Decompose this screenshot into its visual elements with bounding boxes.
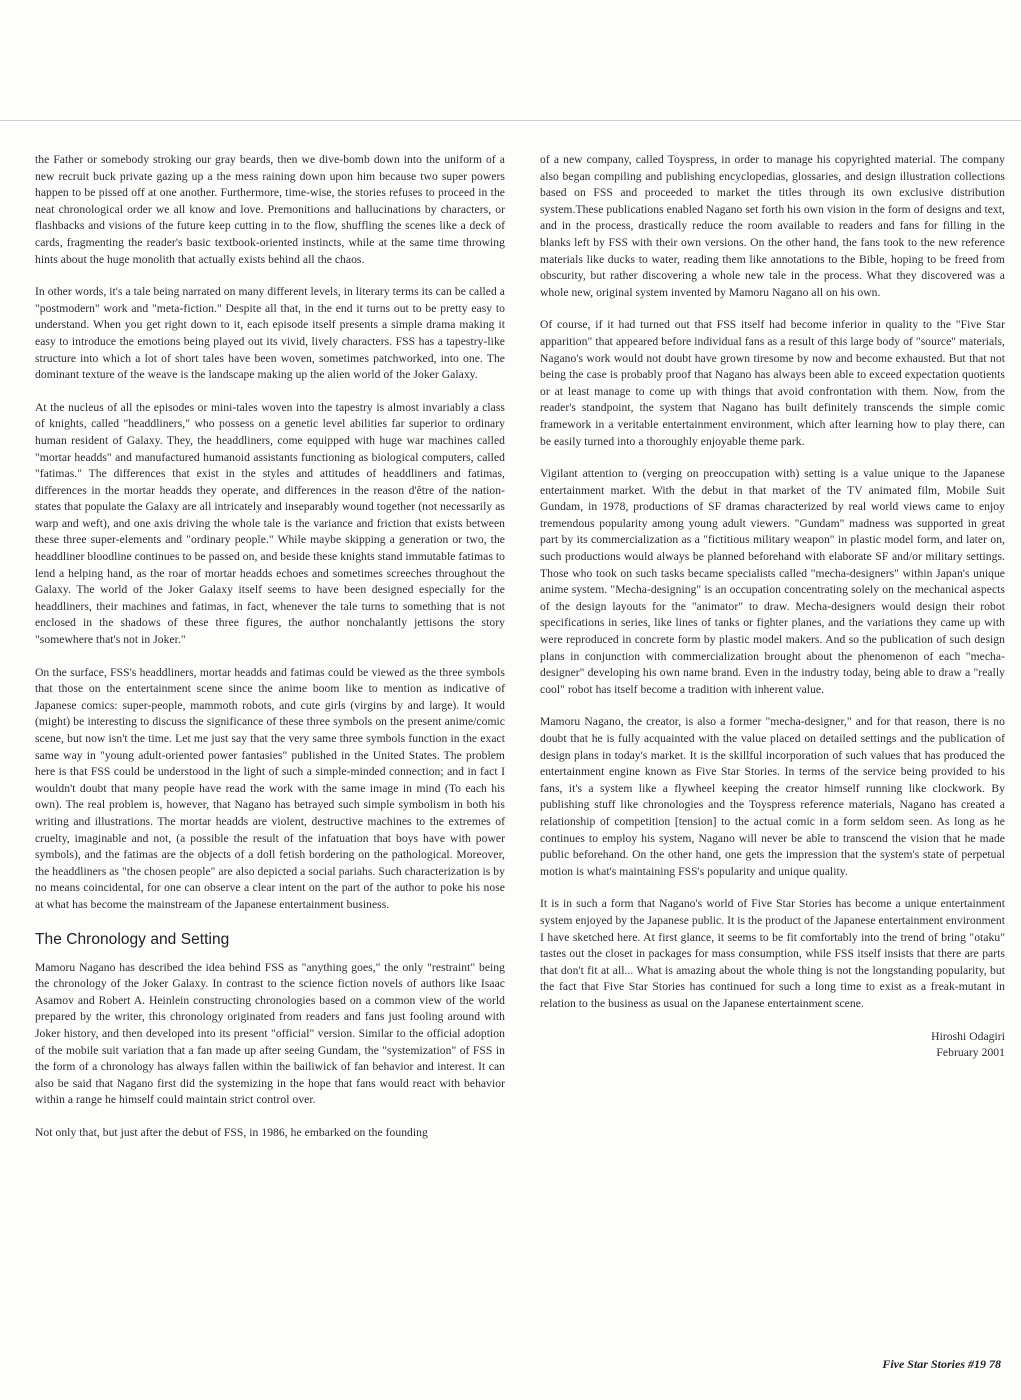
- paragraph: Vigilant attention to (verging on preoccupation with) setting is a value unique to the Japanese entertainment market. With the debut in that market of the TV animated film, Mobile Suit Gundam, in 1978, productions of SF dramas characterized by real world views came to enjoy tremendous popularity among young adult viewers. "Gundam" madness was supported in great part by its commercialization as a "fictitious military weapon" in plastic model form, and later on, such productions would always be planned beforehand with elaborate SF and/or military settings. Those who took on such tasks became specialists called "mecha-designers" within Japan's unique anime system. "Mecha-designing" is an occupation concentrating solely on the mechanical aspects of the design layouts for the "animator" to draw. Mecha-designers would design their robot specifications in series, like lines of tanks or fighter planes, and the variations they came up with were reproduced in concrete form by plastic model makers. And so the publication of such design plans in conjunction with commercialization brought about the phenomenon of each "mecha-designer" developing his own name brand. Even in the industry today, being able to draw a "really cool" robot has itself become a tradition with inherent value.: [540, 467, 1005, 696]
- signature-block: [540, 1029, 1005, 1062]
- page-footer: Five Star Stories #19 78: [882, 1357, 1001, 1371]
- paragraph: the Father or somebody stroking our gray beards, then we dive-bomb down into the uniform of a new recruit buck private gazing up a the mess raining down upon him because two super powers happen to be pissed off at one another. Furthermore, time-wise, the stories refuses to proceed in the neat chronological order we all know and love. Premonitions and hallucinations by characters, or flashbacks and visions of the future keep cutting in to the flow, shuffling the scenes like a deck of cards, fragmenting the reader's basic textbook-oriented instincts, while at the same time throwing hints about the huge monolith that actually exists behind all the chaos.: [35, 153, 505, 266]
- top-divider: [0, 120, 1021, 121]
- paragraph: Not only that, but just after the debut of FSS, in 1986, he embarked on the founding: [35, 1125, 428, 1139]
- paragraph: Of course, if it had turned out that FSS itself had become inferior in quality to the "Five Star apparition" that appeared before individual fans as a result of this large body of "source" materials, Nagano's work would not doubt have grown tiresome by now and become exhausted. But that not being the case is probably proof that Nagano has always been able to exceed expectation quotients or at least manage to come up with things that avoid confrontation with them. Now, from the reader's standpoint, the system that Nagano has built definitely transcends the simple comic framework in a veritable entertainment environment, which after learning how to play there, can be easily turned into a thoroughly enjoyable theme park.: [540, 318, 1005, 448]
- author-name: Hiroshi Odagiri: [931, 1029, 1005, 1043]
- paragraph: It is in such a form that Nagano's world of Five Star Stories has become a unique entertainment system enjoyed by the Japanese public. It is the product of the Japanese entertainment environment I have sketched here. At first glance, it seems to be fit comfortably into the trend of bring "otaku" tastes out the closet in packages for mass consumption, while FSS itself insists that there are parts that don't fit at all... What is amazing about the whole thing is not the longstanding popularity, but the fact that Five Star Stories has continued for such a long time to exist as a freak-mutant in relation to the business as usual on the Japanese entertainment scene.: [540, 897, 1005, 1010]
- paragraph: Mamoru Nagano has described the idea behind FSS as "anything goes," the only "restraint" being the chronology of the Joker Galaxy. In contrast to the science fiction novels of authors like Isaac Asamov and Robert A. Heinlein constructing chronologies based on a common view of the world prepared by the writer, this chronology originated from readers and fans just fooling around with Joker history, and then developed into its present "official" version. Similar to the official adoption of the mobile suit variation that a fan made up after seeing Gundam, the "systemization" of FSS in the form of a chronology has always fallen within the bailiwick of fan behavior and interest. It can also be said that Nagano first did the systemizing in the hope that fans would react with behavior within a range he himself could maintain strict control over.: [35, 960, 505, 1107]
- paragraph: Mamoru Nagano, the creator, is also a former "mecha-designer," and for that reason, there is no doubt that he is fully acquainted with the value placed on detailed settings and the publication of design plans in today's market. It is the skillful incorporation of such values that has produced the entertainment engine known as Five Star Stories. In terms of the service being provided to his fans, it's a system like a flywheel keeping the creator himself running like clockwork. By publishing stuff like chronologies and the Toyspress reference materials, Nagano has created a relationship of competition [tension] to the actual comic in a form seldom seen. As long as he continues to employ his system, Nagano will never be able to transcend the vision that he made public beforehand. On the other hand, one gets the impression that the system's state of perpetual motion is what's maintaining FSS's popularity and unique quality.: [540, 715, 1005, 878]
- signature-date: February 2001: [936, 1046, 1005, 1060]
- right-column: [540, 152, 1005, 1062]
- paragraph: of a new company, called Toyspress, in order to manage his copyrighted material. The company also began compiling and publishing encyclopedias, glossaries, and design illustration collections based on FSS and proceeded to market the titles through its own exclusive distribution system.These publications enabled Nagano set forth his own vision in the form of designs and text, and in the process, drastically reduce the room available to readers and fans for filling in the blanks left by FSS with their own versions. On the other hand, the fans took to the new reference materials like ducks to water, reading them like annotations to the Bible, hoping to be freed from obscurity, but rather discovering a whole new tale in the process. What they discovered was a whole new, original system invented by Mamoru Nagano all on his own.: [540, 153, 1005, 299]
- paragraph: On the surface, FSS's headdliners, mortar headds and fatimas could be viewed as the three symbols that those on the entertainment scene since the anime boom like to mention as indicative of Japanese comics: super-people, mammoth robots, and cute girls (virgins by and large). It would (might) be interesting to discuss the significance of these three symbols on the present anime/comic scene, but now isn't the time. Let me just say that the very same three symbols function in the exact same way in "young adult-oriented power fantasies" published in the United States. The problem here is that FSS could be understood in the light of such a simple-minded connection; and in fact I wouldn't doubt that many people have read the work with the same image in mind (To each his own). The real problem is, however, that Nagano has betrayed such simple symbolism in both his writing and illustrations. The mortar headds are violent, destructive machines to the extremes of cruelty, imaginable and not, (a possible the result of the infatuation that boys have with power symbols), and the fatimas are the objects of a doll fetish bordering on the pathological. Moreover, the headdliners as "the chosen people" are also depicted a social pariahs. Such characterization is by no means coincidental, for one can observe a clear intent on the part of the author to poke his nose at what has become the mainstream of the Japanese entertainment business.: [35, 665, 505, 911]
- left-column: [35, 152, 505, 1157]
- paragraph: In other words, it's a tale being narrated on many different levels, in literary terms its can be called a "postmodern" work and "meta-fiction." Despite all that, in the end it turns out to be pretty easy to understand. When you get right down to it, each episode itself presents a simple drama making it easy to introduce the emotions being played out its vivid, lively characters. FSS has a tapestry-like structure into which a lot of short tales have been woven, sometimes patchworked, into one. The dominant texture of the weave is the landscape making up the alien world of the Joker Galaxy.: [35, 285, 505, 382]
- section-heading: The Chronology and Setting: [35, 930, 230, 948]
- paragraph: At the nucleus of all the episodes or mini-tales woven into the tapestry is almost invariably a class of knights, called "headdliners," who possess on a genetic level abilities far superior to ordinary human resident of Galaxy. They, the headdliners, come equipped with huge war machines called "mortar headds" and manufactured humanoid assistants functioning as biological computers, called "fatimas." The differences that exist in the styles and attitudes of headdliners and fatimas, differences in the mortar headds they operate, and differences in the reason d'être of the nation-states that populate the Galaxy are all intricately and inseparably wound together (not necessarily as warp and weft), and one axis driving the whole tale is the variance and friction that exists between these three super-elements and "ordinary people." While maybe skipping a generation or two, the headdliner bloodline continues to be passed on, and beside these knights stand immutable fatimas to lend a helping hand, as the roar of mortar headds echoes and sometimes screeches throughout the Galaxy. The world of the Joker Galaxy itself seems to have been designed especially for the headdliners, their machines and fatimas, in fact, whenever the tale turns to something that is not enclosed in the shadows of these three figures, the author nonchalantly jettisons the story "somewhere that's not in Joker.": [35, 400, 505, 647]
